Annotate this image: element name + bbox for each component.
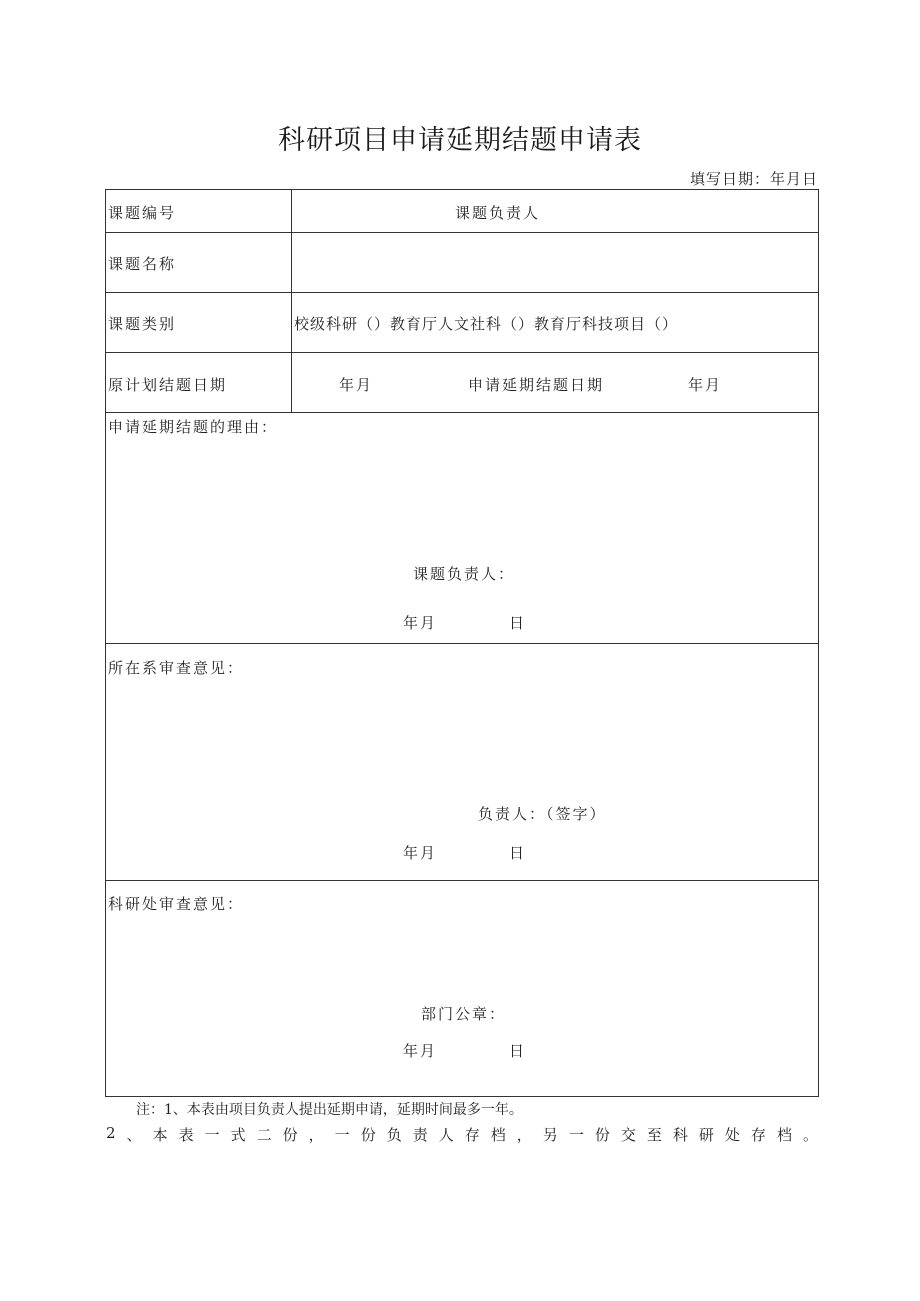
project-category-label: 课题类别 (108, 315, 177, 333)
note-2-char: 式 (230, 1126, 246, 1144)
row-divider (105, 412, 819, 413)
note-2-char: 处 (724, 1126, 740, 1144)
note-2-char: 表 (178, 1126, 194, 1144)
reason-leader-sign-label: 课题负责人： (413, 565, 516, 583)
project-leader-label: 课题负责人 (455, 204, 541, 222)
research-office-review-label: 科研处审查意见： (108, 895, 245, 913)
note-2 (106, 1124, 818, 1145)
note-2-char: 一 (334, 1126, 350, 1144)
note-2-char: 科 (672, 1126, 688, 1144)
note-2-char: 档 (776, 1126, 792, 1144)
fill-date: 填写日期：年月日 (689, 170, 818, 188)
note-2-char: 人 (438, 1126, 454, 1144)
row-divider (105, 292, 819, 293)
note-2-char: 、 (126, 1126, 142, 1144)
row-divider (105, 352, 819, 353)
extended-end-date-value: 年月 (688, 376, 723, 394)
department-review-label: 所在系审查意见： (108, 659, 245, 677)
note-2-char: 本 (152, 1126, 168, 1144)
row-divider (105, 232, 819, 233)
project-no-label: 课题编号 (108, 204, 177, 222)
note-2-char: 2 (106, 1124, 116, 1142)
note-2-char: 一 (568, 1126, 584, 1144)
department-date-day: 日 (509, 844, 527, 862)
note-2-char: 档 (490, 1126, 506, 1144)
note-2-char: 责 (412, 1126, 428, 1144)
note-2-char: 研 (698, 1126, 714, 1144)
department-seal-label: 部门公章： (421, 1005, 507, 1023)
office-date-day: 日 (509, 1042, 527, 1060)
note-2-char: 存 (750, 1126, 766, 1144)
department-sign-label: 负责人：（签字） (478, 805, 607, 823)
note-2-char: 另 (542, 1126, 558, 1144)
project-category-options: 校级科研（）教育厅人文社科（）教育厅科技项目（） (294, 315, 679, 333)
note-2-char: 存 (464, 1126, 480, 1144)
reason-date-year-month: 年月 (403, 614, 438, 632)
note-2-char: 份 (594, 1126, 610, 1144)
note-2-char: ， (516, 1126, 532, 1144)
project-name-label: 课题名称 (108, 255, 177, 273)
office-date-year-month: 年月 (403, 1042, 438, 1060)
row-divider (105, 643, 819, 644)
reason-date-day: 日 (509, 614, 527, 632)
extended-end-date-label: 申请延期结题日期 (468, 376, 605, 394)
note-2-char: ， (308, 1126, 324, 1144)
form-title: 科研项目申请延期结题申请表 (278, 125, 642, 156)
note-2-char: 。 (802, 1126, 818, 1144)
original-end-date-value: 年月 (339, 376, 374, 394)
extension-reason-label: 申请延期结题的理由： (108, 418, 279, 436)
department-date-year-month: 年月 (403, 844, 438, 862)
column-divider (291, 189, 292, 413)
note-2-char: 二 (256, 1126, 272, 1144)
note-2-char: 至 (646, 1126, 662, 1144)
note-2-char: 交 (620, 1126, 636, 1144)
row-divider (105, 880, 819, 881)
note-2-char: 份 (282, 1126, 298, 1144)
original-end-date-label: 原计划结题日期 (108, 376, 228, 394)
note-2-char: 份 (360, 1126, 376, 1144)
note-1: 注：1、本表由项目负责人提出延期申请，延期时间最多一年。 (136, 1102, 523, 1118)
note-2-char: 负 (386, 1126, 402, 1144)
note-2-char: 一 (204, 1126, 220, 1144)
